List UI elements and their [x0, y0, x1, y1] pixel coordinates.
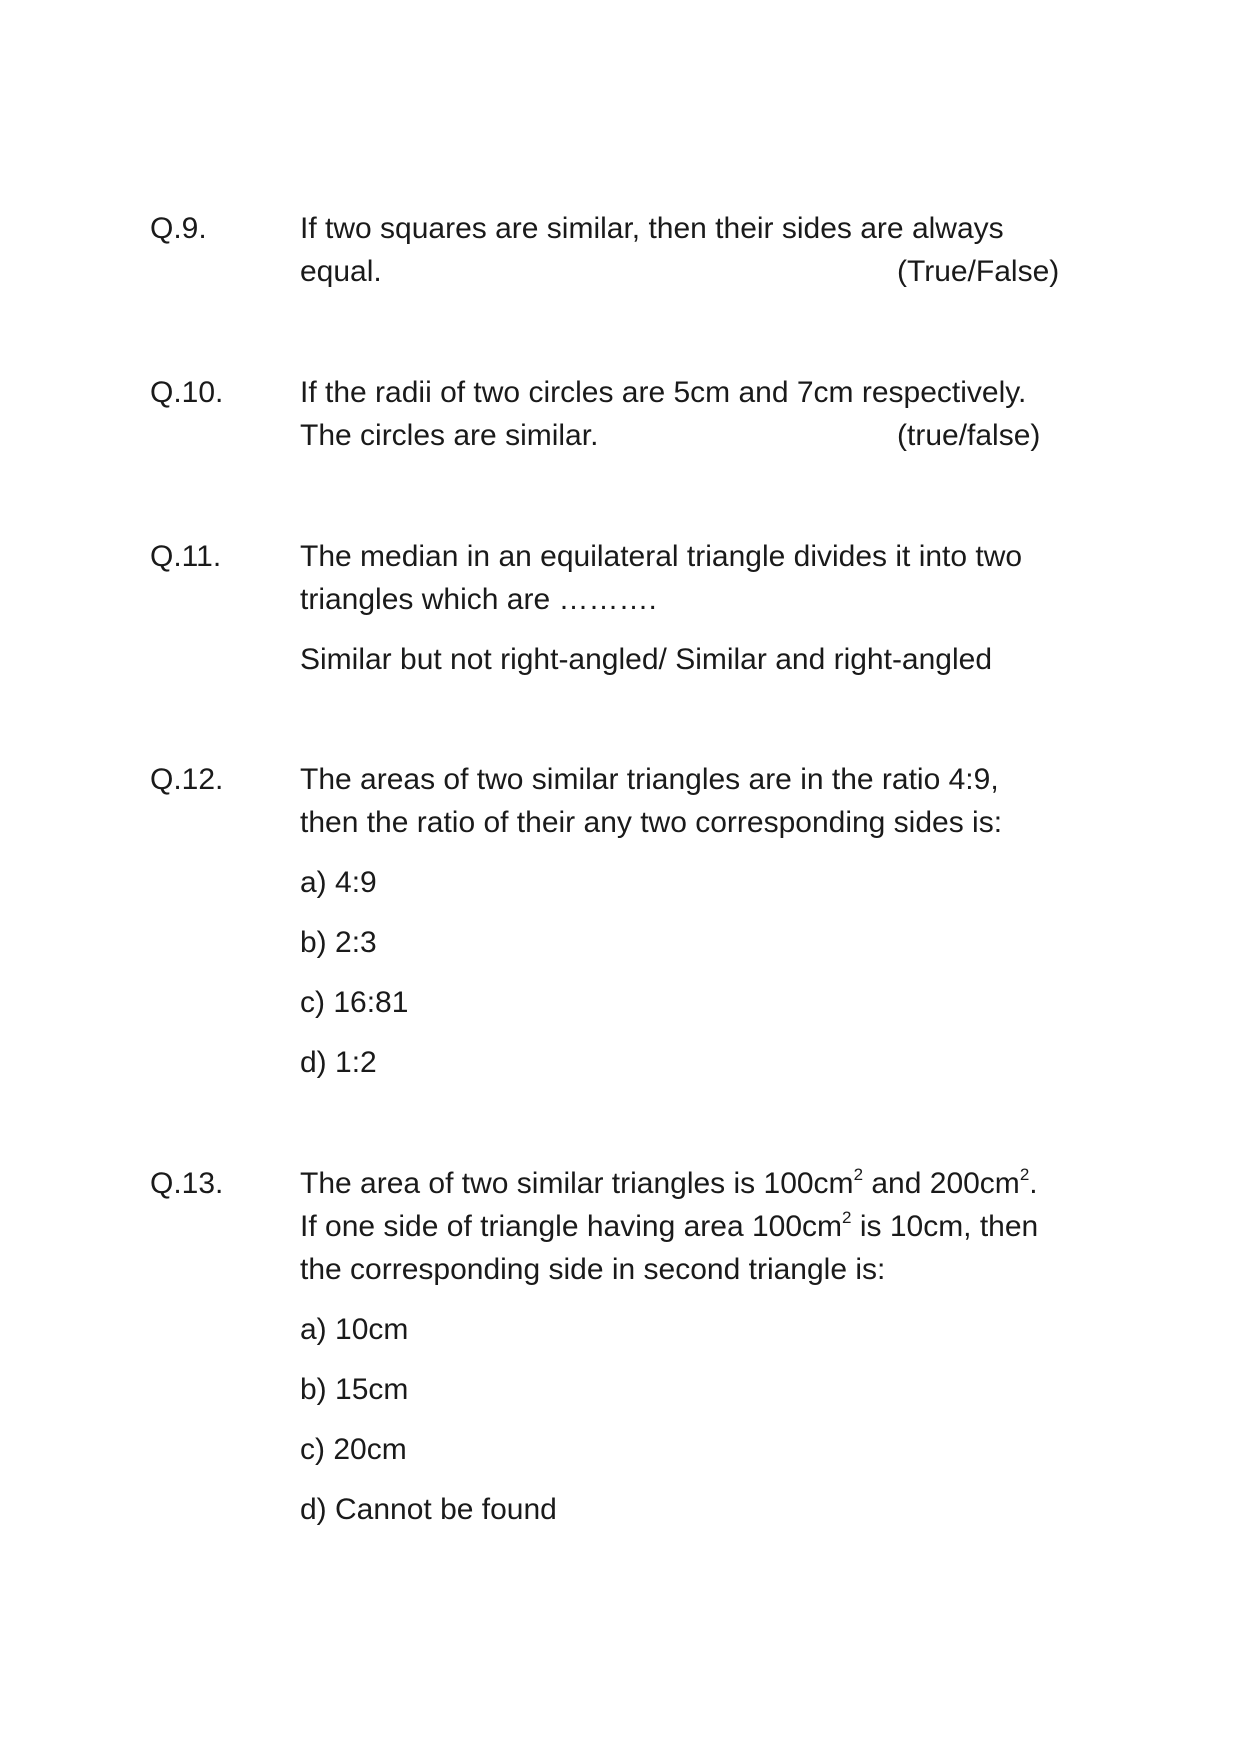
question-number: Q.10. — [150, 376, 224, 409]
option-d: d) 1:2 — [300, 1046, 377, 1079]
option-d: d) Cannot be found — [300, 1493, 557, 1526]
superscript: 2 — [853, 1165, 864, 1184]
superscript: 2 — [1019, 1165, 1030, 1184]
question-text-line: equal. — [300, 255, 382, 288]
question-text-line: triangles which are ………. — [300, 583, 657, 616]
option-c: c) 20cm — [300, 1433, 407, 1466]
option-b: b) 15cm — [300, 1373, 409, 1406]
question-text-line: The median in an equilateral triangle divides it into two — [300, 540, 1023, 573]
question-text-line: If two squares are similar, then their sides are always — [300, 212, 1004, 245]
option-c: c) 16:81 — [300, 986, 409, 1019]
question-text-line: the corresponding side in second triangle is: — [300, 1253, 886, 1286]
question-text-line: The area of two similar triangles is $100cm^2$ and $200cm^2$. — [300, 1165, 1038, 1200]
option-b: b) 2:3 — [300, 926, 377, 959]
question-text-line: The circles are similar. — [300, 419, 599, 452]
superscript: 2 — [842, 1208, 852, 1227]
option-a: a) 10cm — [300, 1313, 409, 1346]
question-text-line: If one side of triangle having area $100cm^2$ is 10cm, then — [300, 1208, 1039, 1243]
question-text-line: then the ratio of their any two corresponding sides is: — [300, 806, 1003, 839]
question-number: Q.9. — [150, 212, 207, 245]
question-text-line: If the radii of two circles are 5cm and 7cm respectively. — [300, 376, 1027, 409]
option-a: a) 4:9 — [300, 866, 377, 899]
question-number: Q.12. — [150, 763, 224, 796]
question-number: Q.11. — [150, 540, 222, 573]
answer-choices: Similar but not right-angled/ Similar and right-angled — [300, 643, 993, 676]
answer-type-tag: (true/false) — [897, 419, 1041, 452]
question-number: Q.13. — [150, 1167, 224, 1200]
answer-type-tag: (True/False) — [897, 255, 1060, 288]
question-text-line: The areas of two similar triangles are in the ratio 4:9, — [300, 763, 999, 796]
